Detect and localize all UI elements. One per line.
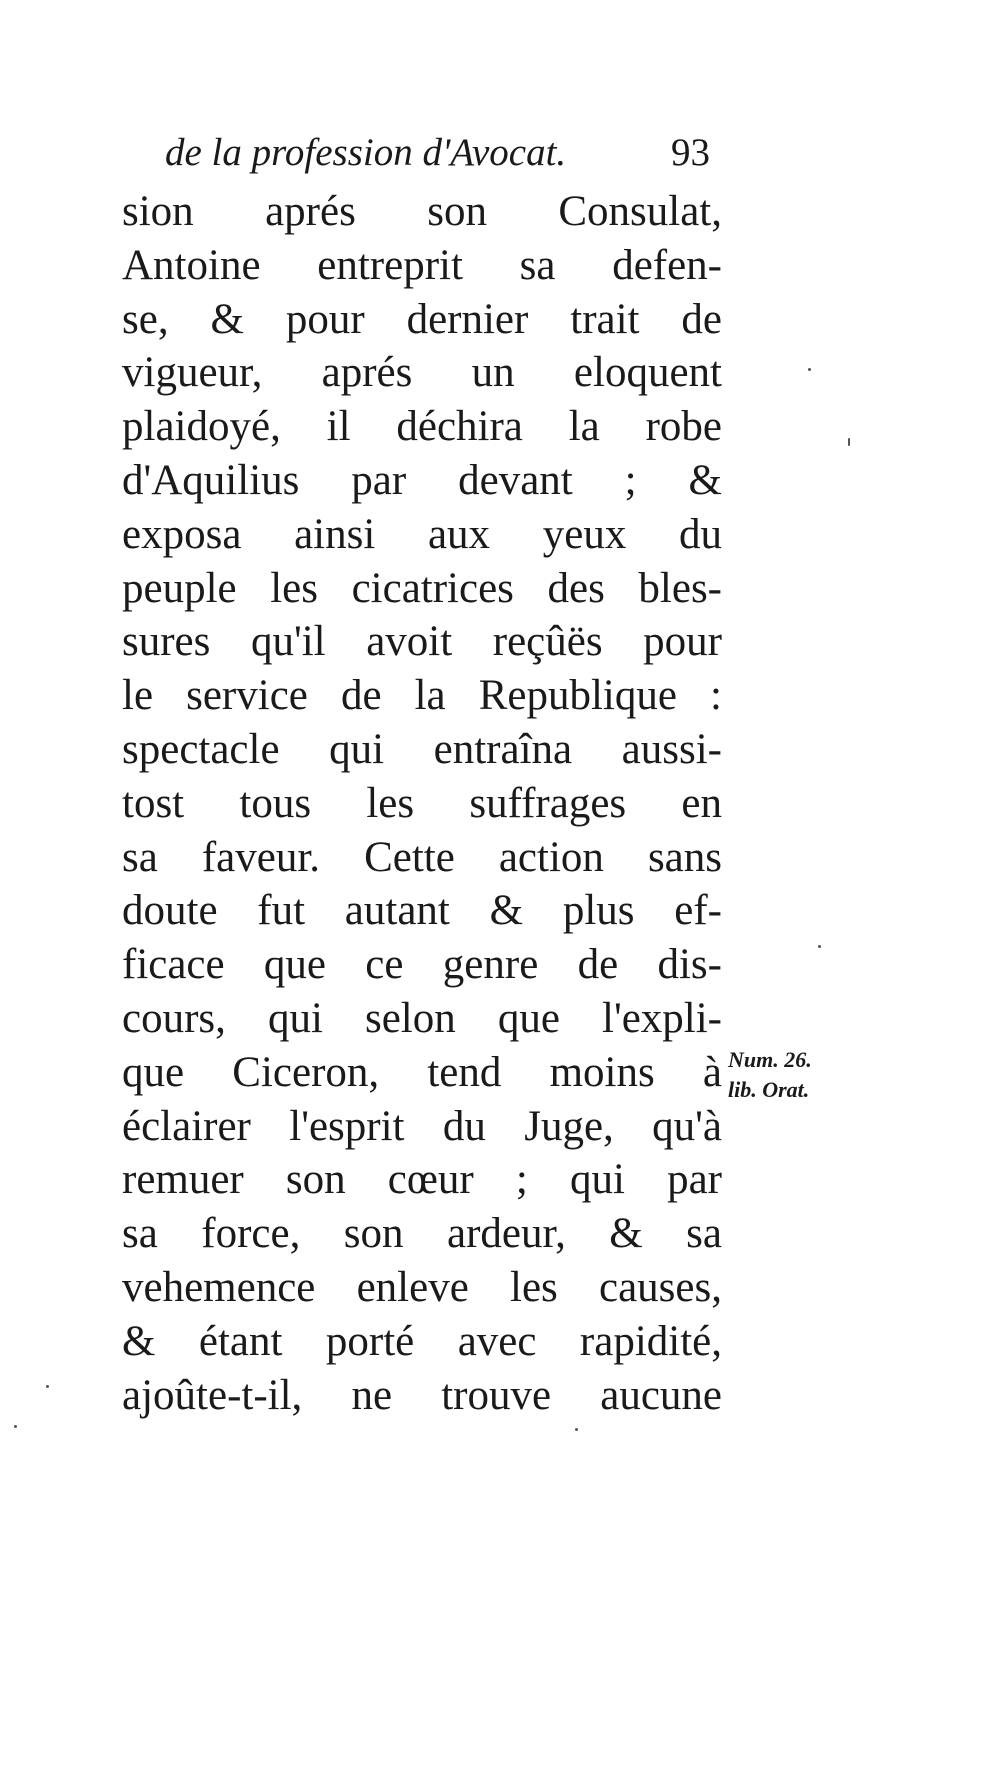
margin-note bbox=[728, 1045, 878, 1105]
margin-note-line: Num. 26. bbox=[728, 1047, 812, 1072]
running-head bbox=[165, 128, 710, 178]
text-line: plaidoyé, il déchira la robe bbox=[122, 403, 722, 451]
text-line: doute fut autant & plus ef- bbox=[122, 887, 722, 935]
paper-speck bbox=[575, 1428, 578, 1431]
body-text bbox=[122, 185, 722, 1422]
text-line: & étant porté avec rapidité, bbox=[122, 1317, 722, 1365]
text-line: peuple les cicatrices des bles- bbox=[122, 564, 722, 612]
text-line: cours, qui selon que l'expli- bbox=[122, 994, 722, 1042]
text-line: sion aprés son Consulat, bbox=[122, 188, 722, 235]
text-line: Antoine entreprit sa defen- bbox=[122, 241, 722, 289]
text-line: le service de la Republique : bbox=[122, 672, 722, 720]
text-line: d'Aquilius par devant ; & bbox=[122, 456, 722, 504]
text-line: exposa ainsi aux yeux du bbox=[122, 510, 722, 558]
text-line: se, & pour dernier trait de bbox=[122, 295, 722, 343]
paper-speck bbox=[808, 368, 811, 371]
text-line: sa force, son ardeur, & sa bbox=[122, 1210, 722, 1258]
text-line: que Ciceron, tend moins à bbox=[122, 1048, 722, 1096]
text-line: ajoûte-t-il, ne trouve aucune bbox=[122, 1371, 722, 1419]
page-number: 93 bbox=[671, 131, 710, 174]
text-line: remuer son cœur ; qui par bbox=[122, 1156, 722, 1204]
margin-note-line: lib. Orat. bbox=[728, 1077, 810, 1102]
text-line: vehemence enleve les causes, bbox=[122, 1263, 722, 1311]
text-line: sa faveur. Cette action sans bbox=[122, 833, 722, 881]
text-line: tost tous les suffrages en bbox=[122, 779, 722, 827]
paper-speck bbox=[818, 945, 821, 948]
running-title: de la profession d'Avocat. bbox=[165, 131, 567, 174]
text-line: vigueur, aprés un eloquent bbox=[122, 349, 722, 397]
text-line: éclairer l'esprit du Juge, qu'à bbox=[122, 1102, 722, 1150]
text-line: ficace que ce genre de dis- bbox=[122, 941, 722, 989]
paper-speck bbox=[14, 1425, 17, 1428]
text-line: spectacle qui entraîna aussi- bbox=[122, 725, 722, 773]
text-line: sures qu'il avoit reçûës pour bbox=[122, 618, 722, 666]
paper-speck bbox=[848, 438, 850, 446]
paper-speck bbox=[46, 1385, 49, 1388]
